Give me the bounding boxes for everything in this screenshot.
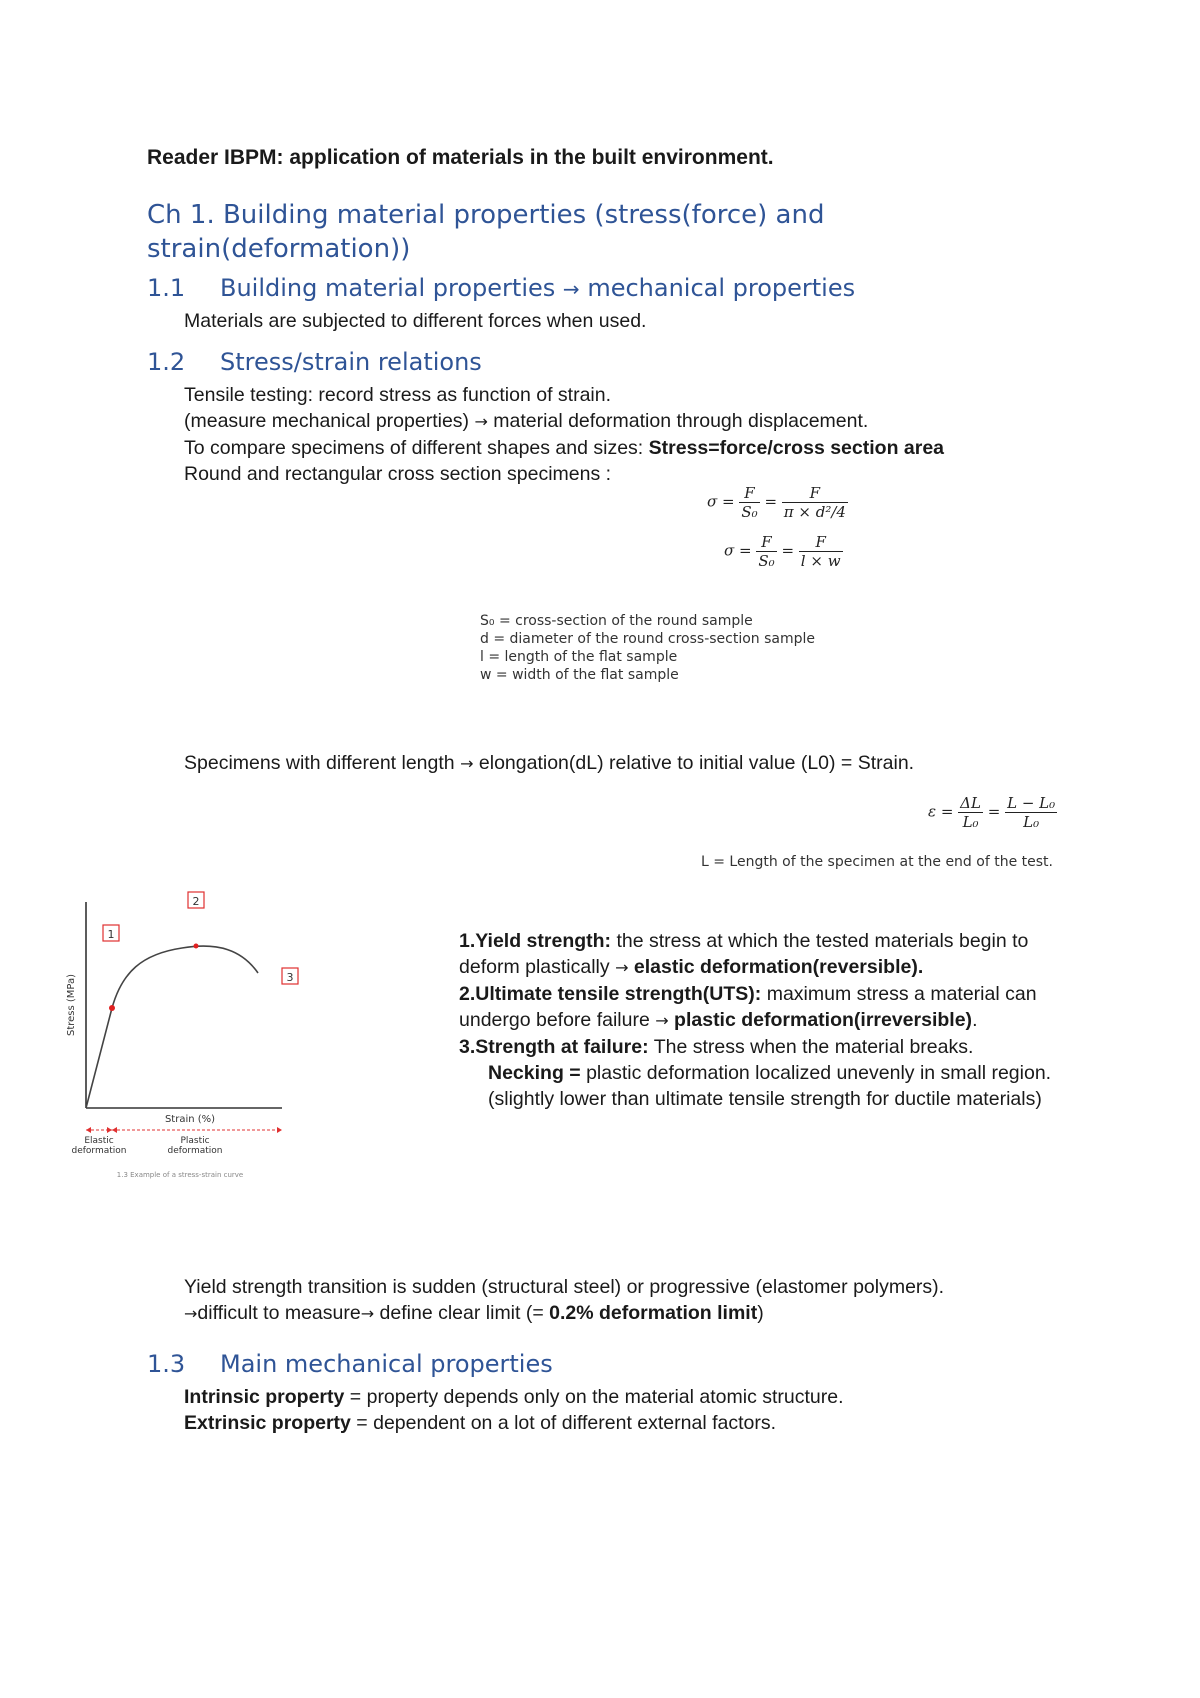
definition-yield: 1.Yield strength: the stress at which the tested materials begin to deform plastically → elastic deformation(reversible). [459,930,1029,978]
section-number: 1.1 [147,274,186,302]
elastic-label-2: deformation [71,1146,127,1156]
section-number: 1.3 [147,1350,186,1378]
marker-2-label: 2 [192,895,200,908]
arrowhead-icon [277,1127,282,1133]
section-heading-1-2: 1.2 Stress/strain relations [147,348,482,376]
arrow-right-icon: → [655,1011,669,1030]
arrow-right-icon: → [360,1304,375,1323]
arrow-right-icon: → [562,277,580,301]
yield-transition: Yield strength transition is sudden (structural steel) or progressive (elastomer polymers). →difficult to measure→ define clear limit (= 0.2% deformation limit) [184,1276,945,1324]
definitions [459,928,1079,1112]
y-axis-label: Stress (MPa) [66,973,77,1037]
arrowhead-icon [86,1127,91,1133]
strain-note: L = Length of the specimen at the end of the test. [701,854,1053,870]
formula-legend: S₀ = cross-section of the round sample d = diameter of the round cross-section sample l = length of the flat sample w = width of the flat sample [480,613,816,683]
paragraph-1-2: Tensile testing: record stress as function of strain. (measure mechanical properties) → material deformation through displacement. To compare specimens of different shapes and sizes: Stress=force/cross section area Round and rectangular cross section specimens : [184,384,945,485]
arrow-right-icon: → [474,412,488,431]
elastic-label: Elastic [84,1136,114,1146]
graph-caption: 1.3 Example of a stress-strain curve [116,1171,244,1179]
x-axis-label: Strain (%) [164,1114,216,1125]
document-title: Reader IBPM: application of materials in the built environment. [147,146,774,169]
stress-formula-flat: σ = $\frac{F}{\text{S₀}}$ = $\frac{F}{l \times w}$ [724,533,841,570]
arrow-right-icon: → [184,1304,198,1323]
plastic-label: Plastic [180,1136,210,1146]
definition-necking: Necking = plastic deformation localized unevenly in small region.(slightly lower than ultimate tensile strength for ductile materials) [488,1062,1052,1110]
stress-formula-round: σ = $\frac{F}{\text{S₀}}$ = $\frac{F}{\text{π × d²/4}}$ [707,484,846,521]
section-heading-1-3: 1.3 Main mechanical properties [147,1350,553,1378]
stress-strain-curve [86,946,258,1108]
arrowhead-icon [112,1127,117,1133]
strain-paragraph: Specimens with different length → elongation(dL) relative to initial value (L0) = Strain. [184,752,915,774]
plastic-label-2: deformation [167,1146,223,1156]
strain-formula: ε = $\frac{\Delta L}{\text{L₀}}$ = $\frac{\text{L − L₀}}{\text{L₀}}$ [928,794,1056,831]
section-number: 1.2 [147,348,186,376]
arrowhead-icon [107,1127,112,1133]
chapter-heading: Ch 1. Building material properties (stress(force) and strain(deformation)) [147,200,825,264]
paragraph: Materials are subjected to different forces when used. [184,310,647,332]
marker-3-label: 3 [286,971,294,984]
marker-1-label: 1 [107,928,115,941]
arrow-right-icon: → [615,958,629,977]
arrow-right-icon: → [460,754,474,773]
yield-point-dot [109,1005,115,1011]
definition-uts: 2.Ultimate tensile strength(UTS): maximum stress a material can undergo before failure → plastic deformation(irreversible). [459,983,1037,1031]
section-heading-1-1: 1.1 Building material properties → mechanical properties [147,274,856,302]
definition-failure: 3.Strength at failure: The stress when the material breaks. [459,1036,974,1058]
stress-strain-graph [60,880,320,1185]
properties-list: Intrinsic property = property depends only on the material atomic structure. Extrinsic property = dependent on a lot of different external factors. [184,1386,844,1434]
uts-point-dot [194,944,199,949]
